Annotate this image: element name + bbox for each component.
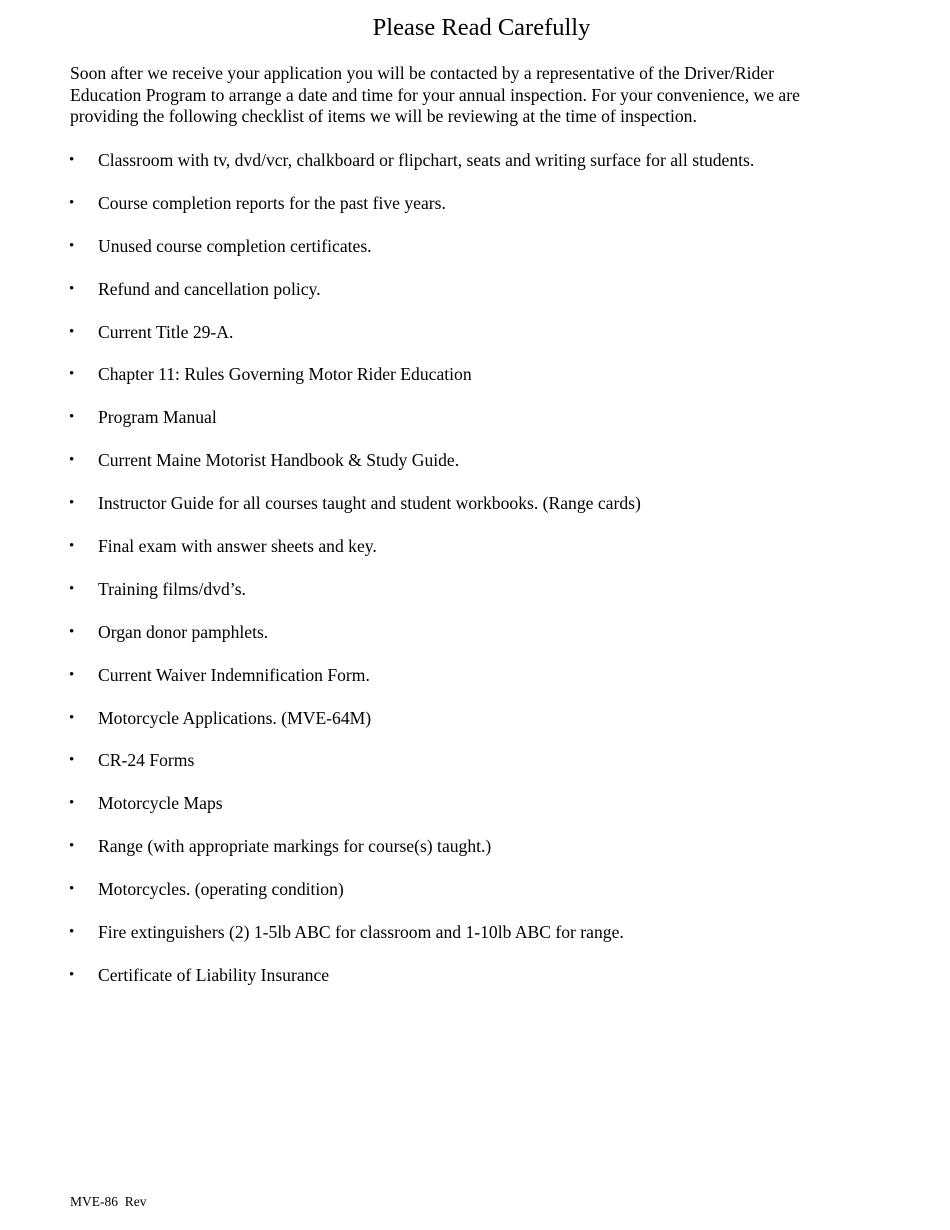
bullet-icon: • [69, 881, 75, 898]
checklist-item [0, 707, 950, 750]
checklist-item-text: Current Maine Motorist Handbook & Study Guide. [98, 450, 460, 471]
checklist-item [0, 921, 950, 964]
checklist-item-text: Chapter 11: Rules Governing Motor Rider Education [98, 364, 472, 385]
bullet-icon: • [69, 752, 75, 769]
checklist-item-text: Instructor Guide for all courses taught and student workbooks. (Range cards) [98, 493, 641, 514]
bullet-icon: • [69, 623, 75, 640]
bullet-icon: • [69, 666, 75, 683]
checklist-item [0, 492, 950, 535]
page-title: Please Read Carefully [372, 14, 591, 41]
checklist-item [0, 321, 950, 364]
checklist-item [0, 964, 950, 1007]
bullet-icon: • [69, 452, 75, 469]
checklist-item-text: CR-24 Forms [98, 750, 195, 771]
checklist-item-text: Organ donor pamphlets. [98, 621, 269, 642]
bullet-icon: • [69, 709, 75, 726]
checklist-item [0, 878, 950, 921]
checklist-item-text: Classroom with tv, dvd/vcr, chalkboard or flipchart, seats and writing surface for all students. [98, 150, 755, 170]
checklist-item-text: Training films/dvd’s. [98, 578, 246, 599]
bullet-icon: • [69, 795, 75, 812]
checklist-item-text: Fire extinguishers (2) 1-5lb ABC for classroom and 1-10lb ABC for range. [98, 922, 624, 943]
bullet-icon: • [69, 538, 75, 555]
form-footer: MVE-86 Rev [70, 1194, 147, 1209]
checklist-item-text: Current Title 29-A. [98, 321, 234, 342]
checklist-item-text: Certificate of Liability Insurance [98, 964, 330, 985]
inspection-checklist [0, 149, 950, 1007]
bullet-icon: • [69, 495, 75, 512]
bullet-icon: • [69, 323, 75, 340]
bullet-icon: • [69, 580, 75, 597]
checklist-item-text: Unused course completion certificates. [98, 235, 372, 256]
bullet-icon: • [69, 237, 75, 254]
intro-line: Soon after we receive your application you will be contacted by a representative of the Driver/Rider [70, 63, 774, 83]
checklist-item-text: Motorcycles. (operating condition) [98, 879, 344, 900]
bullet-icon: • [69, 924, 75, 941]
bullet-icon: • [69, 366, 75, 383]
checklist-item-text: Current Waiver Indemnification Form. [98, 664, 370, 685]
checklist-item [0, 578, 950, 621]
checklist-item [0, 749, 950, 792]
checklist-item-text: Motorcycle Applications. (MVE-64M) [98, 707, 372, 728]
checklist-item [0, 835, 950, 878]
intro-line: providing the following checklist of items we will be reviewing at the time of inspection. [70, 106, 697, 126]
checklist-item [0, 149, 950, 192]
checklist-item [0, 235, 950, 278]
bullet-icon: • [69, 280, 75, 297]
checklist-item [0, 449, 950, 492]
checklist-item-text: Final exam with answer sheets and key. [98, 536, 377, 557]
checklist-item-text: Range (with appropriate markings for course(s) taught.) [98, 836, 492, 857]
checklist-item [0, 278, 950, 321]
intro-line: Education Program to arrange a date and time for your annual inspection. For your convenience, we are [70, 84, 800, 105]
intro-paragraph [70, 63, 870, 128]
checklist-item [0, 535, 950, 578]
checklist-item [0, 664, 950, 707]
checklist-item-text: Program Manual [98, 407, 217, 428]
checklist-item [0, 792, 950, 835]
bullet-icon: • [69, 966, 75, 983]
bullet-icon: • [69, 152, 75, 168]
checklist-item-text: Course completion reports for the past five years. [98, 192, 446, 213]
checklist-item [0, 621, 950, 664]
bullet-icon: • [69, 409, 75, 426]
bullet-icon: • [69, 838, 75, 855]
checklist-item [0, 406, 950, 449]
bullet-icon: • [69, 194, 75, 211]
checklist-item [0, 363, 950, 406]
checklist-item-text: Motorcycle Maps [98, 793, 223, 814]
checklist-item-text: Refund and cancellation policy. [98, 278, 321, 299]
checklist-item [0, 192, 950, 235]
